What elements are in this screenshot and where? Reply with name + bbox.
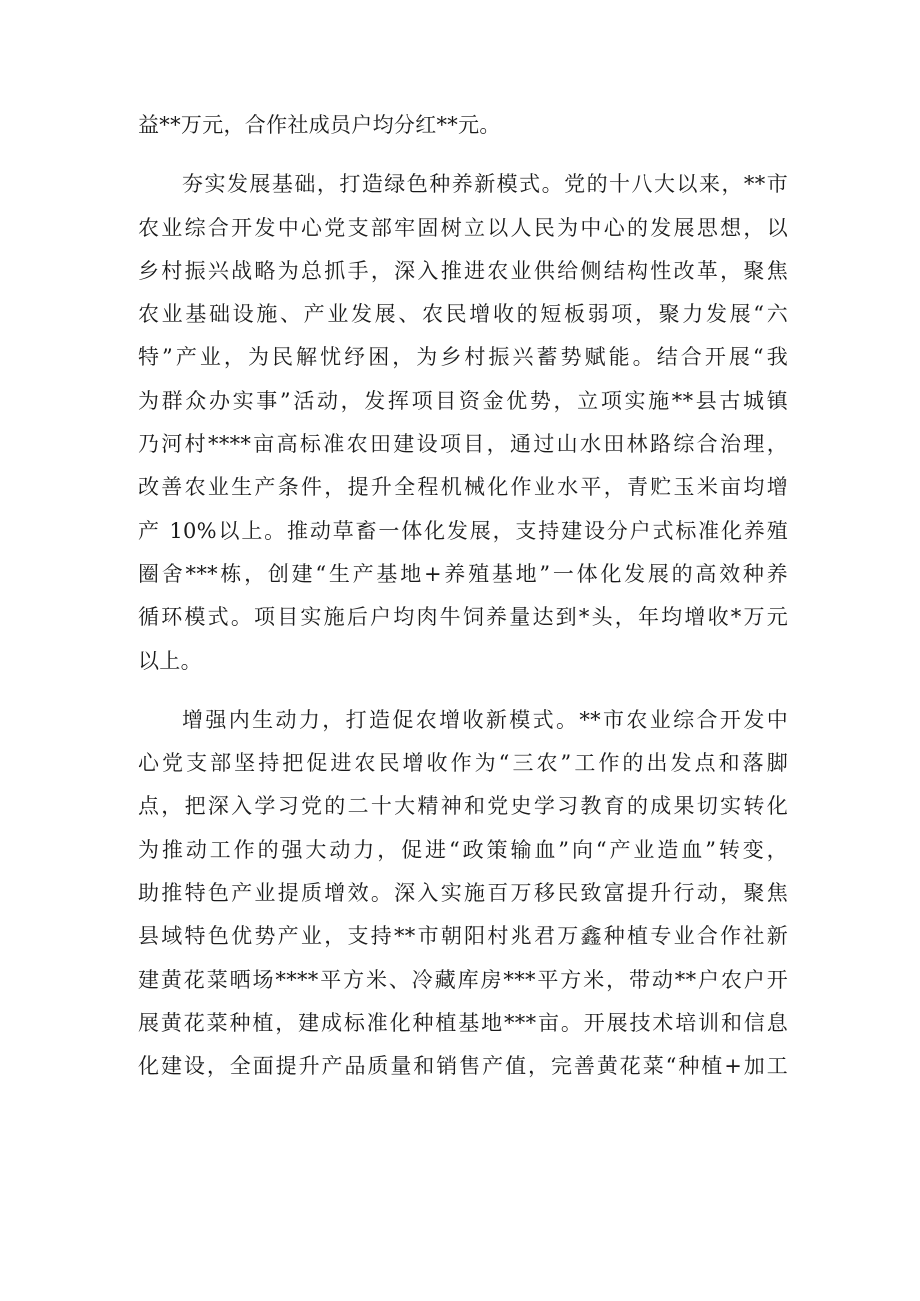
text-line: 化建设，全面提升产品质量和销售产值，完善黄花菜“种植+加工 [138, 1054, 788, 1079]
text-line: 夯实发展基础，打造绿色种养新模式。党的十八大以来，**市 [182, 172, 788, 197]
text-line: 农业基础设施、产业发展、农民增收的短板弱项，聚力发展“六 [138, 302, 788, 327]
text-line: 乃河村****亩高标准农田建设项目，通过山水田林路综合治理， [138, 432, 788, 457]
text-line: 建黄花菜晒场****平方米、冷藏库房***平方米，带动**户农户开 [138, 967, 788, 992]
text-line: 特”产业，为民解忧纾困，为乡村振兴蓄势赋能。结合开展“我 [138, 345, 788, 370]
text-line: 产 10%以上。推动草畜一体化发展，支持建设分户式标准化养殖 [138, 518, 788, 543]
paragraph-p0 [138, 104, 788, 147]
text-line: 以上。 [138, 648, 202, 673]
text-line: 展黄花菜种植，建成标准化种植基地***亩。开展技术培训和信息 [138, 1010, 788, 1035]
paragraph-p1 [138, 163, 788, 683]
paragraph-gap [138, 683, 788, 699]
text-line: 为推动工作的强大动力，促进“政策输血”向“产业造血”转变， [138, 837, 788, 862]
text-line: 为群众办实事”活动，发挥项目资金优势，立项实施**县古城镇 [138, 388, 788, 413]
text-line: 农业综合开发中心党支部牢固树立以人民为中心的发展思想，以 [138, 215, 788, 240]
text-line: 圈舍***栋，创建“生产基地+养殖基地”一体化发展的高效种养 [138, 561, 788, 586]
text-line: 县域特色优势产业，支持**市朝阳村兆君万鑫种植专业合作社新 [138, 924, 788, 949]
text-line: 心党支部坚持把促进农民增收作为“三农”工作的出发点和落脚 [138, 751, 788, 776]
paragraph-gap [138, 147, 788, 163]
paragraph-p2 [138, 699, 788, 1089]
text-line: 增强内生动力，打造促农增收新模式。**市农业综合开发中 [182, 707, 788, 732]
text-line: 益**万元，合作社成员户均分红**元。 [138, 113, 501, 137]
text-line: 循环模式。项目实施后户均肉牛饲养量达到*头，年均增收*万元 [138, 605, 788, 630]
text-line: 改善农业生产条件，提升全程机械化作业水平，青贮玉米亩均增 [138, 475, 788, 500]
text-line: 点，把深入学习党的二十大精神和党史学习教育的成果切实转化 [138, 794, 788, 819]
text-line: 乡村振兴战略为总抓手，深入推进农业供给侧结构性改革，聚焦 [138, 258, 788, 283]
document-body [138, 104, 788, 1089]
text-line: 助推特色产业提质增效。深入实施百万移民致富提升行动，聚焦 [138, 881, 788, 906]
